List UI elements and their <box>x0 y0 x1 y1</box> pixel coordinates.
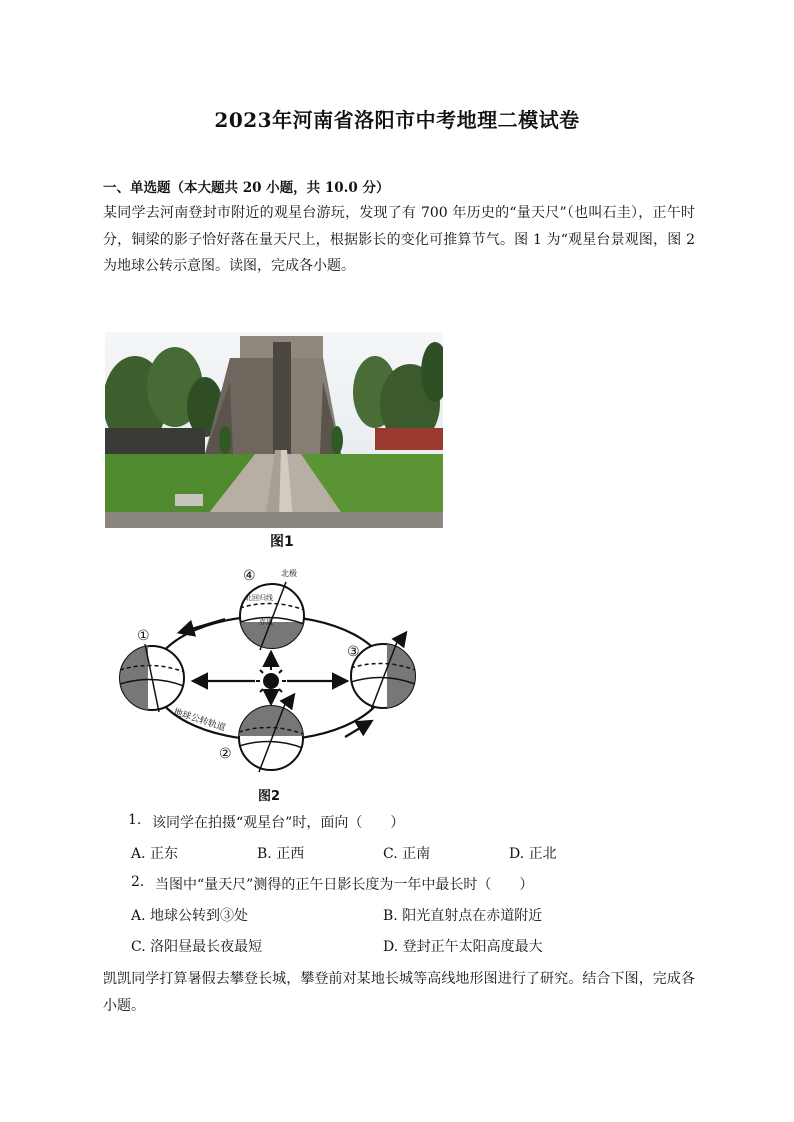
observatory-photo <box>105 332 443 528</box>
earth-revolution-diagram <box>115 562 425 784</box>
pos3-label: ③ <box>347 644 360 660</box>
equator-label: 赤道 <box>259 618 273 626</box>
earth-position-1 <box>120 644 184 712</box>
intro-paragraph: 某同学去河南登封市附近的观星台游玩，发现了有 700 年历史的“量天尺”（也叫石圭），正午时分，铜梁的影子恰好落在量天尺上，根据影长的变化可推算节气。图 1 为“观星台景观图，图 2 为地球公转示意图。读图，完成各小题。 <box>103 205 695 274</box>
earth-position-2 <box>239 696 303 772</box>
question-1-text: 该同学在拍摄“观星台”时，面向（ ） <box>152 815 405 831</box>
north-pole-label: 北极 <box>281 569 297 578</box>
pos4-label: ④ <box>243 568 256 584</box>
outro-paragraph: 凯凯同学打算暑假去攀登长城，攀登前对某地长城等高线地形图进行了研究。结合下图，完成各小题。 <box>103 971 695 1014</box>
pos2-label: ② <box>219 746 232 762</box>
sun-icon <box>256 666 286 696</box>
q2-option-a: A. 地球公转到③处 <box>131 908 249 924</box>
earth-position-4 <box>240 582 304 650</box>
page-title: 2023年河南省洛阳市中考地理二模试卷 <box>214 108 580 132</box>
q1-option-c: C. 正南 <box>383 846 431 862</box>
question-2-number: 2. <box>131 874 145 890</box>
q2-option-d: D. 登封正午太阳高度最大 <box>383 939 543 955</box>
earth-position-3 <box>351 634 417 710</box>
tropic-label: 北回归线 <box>245 594 273 602</box>
figure1-caption: 图1 <box>270 534 294 550</box>
q1-option-d: D. 正北 <box>509 846 557 862</box>
question-2-text: 当图中“量天尺”测得的正午日影长度为一年中最长时（ ） <box>155 877 534 893</box>
q1-option-a: A. 正东 <box>131 846 179 862</box>
q2-option-c: C. 洛阳昼最长夜最短 <box>131 939 263 955</box>
figure2-caption: 图2 <box>258 789 281 804</box>
question-1-number: 1. <box>128 812 142 828</box>
q1-option-b: B. 正西 <box>257 846 305 862</box>
pos1-label: ① <box>137 628 150 644</box>
section-heading: 一、单选题（本大题共 20 小题，共 10.0 分） <box>103 180 390 196</box>
q2-option-b: B. 阳光直射点在赤道附近 <box>383 908 543 924</box>
orbit-label: 地球公转轨道 <box>172 707 227 734</box>
